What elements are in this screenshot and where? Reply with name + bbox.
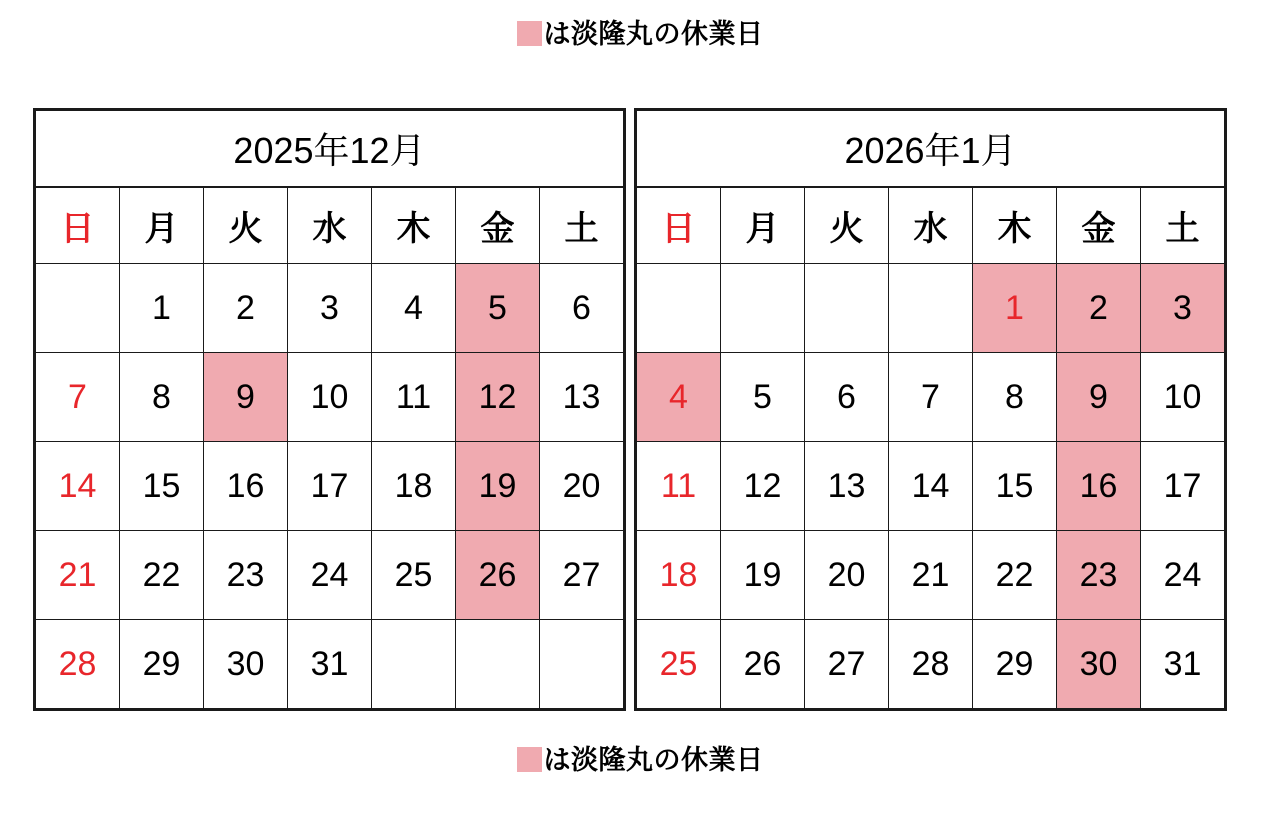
- dow-tue: 火: [204, 187, 288, 264]
- day-cell: 19: [456, 442, 540, 531]
- dow-sat: 土: [1141, 187, 1226, 264]
- dow-mon: 月: [721, 187, 805, 264]
- day-cell: 4: [372, 264, 456, 353]
- day-cell: [636, 264, 721, 353]
- day-cell: 18: [372, 442, 456, 531]
- dow-wed: 水: [288, 187, 372, 264]
- day-cell: 5: [721, 353, 805, 442]
- day-cell: [372, 620, 456, 710]
- holiday-swatch-icon: [517, 747, 542, 772]
- calendar-week-row: [35, 353, 625, 442]
- day-cell: [889, 264, 973, 353]
- dow-sun: 日: [636, 187, 721, 264]
- calendar-body-0: [35, 110, 625, 710]
- day-cell: 21: [35, 531, 120, 620]
- legend-bottom: [0, 738, 1280, 777]
- day-cell: 14: [35, 442, 120, 531]
- day-cell: 17: [288, 442, 372, 531]
- day-cell: 23: [1057, 531, 1141, 620]
- day-cell: 22: [973, 531, 1057, 620]
- day-cell: 3: [1141, 264, 1226, 353]
- day-cell: 12: [456, 353, 540, 442]
- calendar-dow-row: [35, 187, 625, 264]
- calendar-month-1: [634, 108, 1227, 711]
- day-cell: 16: [204, 442, 288, 531]
- day-cell: 28: [35, 620, 120, 710]
- calendars-container: [33, 108, 1227, 711]
- calendar-week-row: [35, 442, 625, 531]
- dow-fri: 金: [1057, 187, 1141, 264]
- day-cell: 27: [805, 620, 889, 710]
- day-cell: [721, 264, 805, 353]
- day-cell: 30: [204, 620, 288, 710]
- day-cell: 25: [372, 531, 456, 620]
- day-cell: 29: [120, 620, 204, 710]
- day-cell: 17: [1141, 442, 1226, 531]
- day-cell: 1: [120, 264, 204, 353]
- day-cell: 7: [889, 353, 973, 442]
- day-cell: 13: [540, 353, 625, 442]
- dow-tue: 火: [805, 187, 889, 264]
- legend-bottom-text: は淡隆丸の休業日: [543, 745, 764, 775]
- day-cell: 5: [456, 264, 540, 353]
- calendar-title-row: [35, 110, 625, 188]
- legend-top-text: は淡隆丸の休業日: [543, 19, 764, 49]
- day-cell: 10: [1141, 353, 1226, 442]
- day-cell: 18: [636, 531, 721, 620]
- day-cell: 22: [120, 531, 204, 620]
- day-cell: 10: [288, 353, 372, 442]
- day-cell: 6: [540, 264, 625, 353]
- day-cell: 16: [1057, 442, 1141, 531]
- day-cell: 24: [1141, 531, 1226, 620]
- dow-mon: 月: [120, 187, 204, 264]
- calendar-body-1: [636, 110, 1226, 710]
- calendar-dow-row: [636, 187, 1226, 264]
- dow-wed: 水: [889, 187, 973, 264]
- day-cell: 9: [204, 353, 288, 442]
- calendar-week-row: [636, 442, 1226, 531]
- day-cell: [456, 620, 540, 710]
- day-cell: [540, 620, 625, 710]
- calendar-week-row: [35, 620, 625, 710]
- day-cell: 4: [636, 353, 721, 442]
- calendar-month-0: [33, 108, 626, 711]
- day-cell: [35, 264, 120, 353]
- dow-thu: 木: [973, 187, 1057, 264]
- dow-thu: 木: [372, 187, 456, 264]
- day-cell: 20: [805, 531, 889, 620]
- day-cell: 3: [288, 264, 372, 353]
- dow-sat: 土: [540, 187, 625, 264]
- day-cell: 25: [636, 620, 721, 710]
- day-cell: 30: [1057, 620, 1141, 710]
- day-cell: 9: [1057, 353, 1141, 442]
- day-cell: 12: [721, 442, 805, 531]
- calendar-week-row: [636, 620, 1226, 710]
- day-cell: 26: [721, 620, 805, 710]
- day-cell: [805, 264, 889, 353]
- legend-top: [0, 12, 1280, 51]
- calendar-week-row: [636, 264, 1226, 353]
- calendar-week-row: [636, 531, 1226, 620]
- day-cell: 14: [889, 442, 973, 531]
- holiday-swatch-icon: [517, 21, 542, 46]
- dow-fri: 金: [456, 187, 540, 264]
- calendar-week-row: [35, 264, 625, 353]
- day-cell: 7: [35, 353, 120, 442]
- day-cell: 31: [1141, 620, 1226, 710]
- day-cell: 15: [973, 442, 1057, 531]
- day-cell: 2: [204, 264, 288, 353]
- day-cell: 21: [889, 531, 973, 620]
- month-title: 2025年12月: [35, 110, 625, 188]
- day-cell: 27: [540, 531, 625, 620]
- day-cell: 26: [456, 531, 540, 620]
- day-cell: 13: [805, 442, 889, 531]
- calendar-week-row: [636, 353, 1226, 442]
- calendar-title-row: [636, 110, 1226, 188]
- day-cell: 29: [973, 620, 1057, 710]
- dow-sun: 日: [35, 187, 120, 264]
- day-cell: 28: [889, 620, 973, 710]
- day-cell: 11: [636, 442, 721, 531]
- day-cell: 1: [973, 264, 1057, 353]
- day-cell: 2: [1057, 264, 1141, 353]
- day-cell: 24: [288, 531, 372, 620]
- day-cell: 23: [204, 531, 288, 620]
- month-title: 2026年1月: [636, 110, 1226, 188]
- day-cell: 6: [805, 353, 889, 442]
- day-cell: 19: [721, 531, 805, 620]
- day-cell: 31: [288, 620, 372, 710]
- day-cell: 11: [372, 353, 456, 442]
- day-cell: 8: [120, 353, 204, 442]
- day-cell: 20: [540, 442, 625, 531]
- calendar-week-row: [35, 531, 625, 620]
- day-cell: 8: [973, 353, 1057, 442]
- day-cell: 15: [120, 442, 204, 531]
